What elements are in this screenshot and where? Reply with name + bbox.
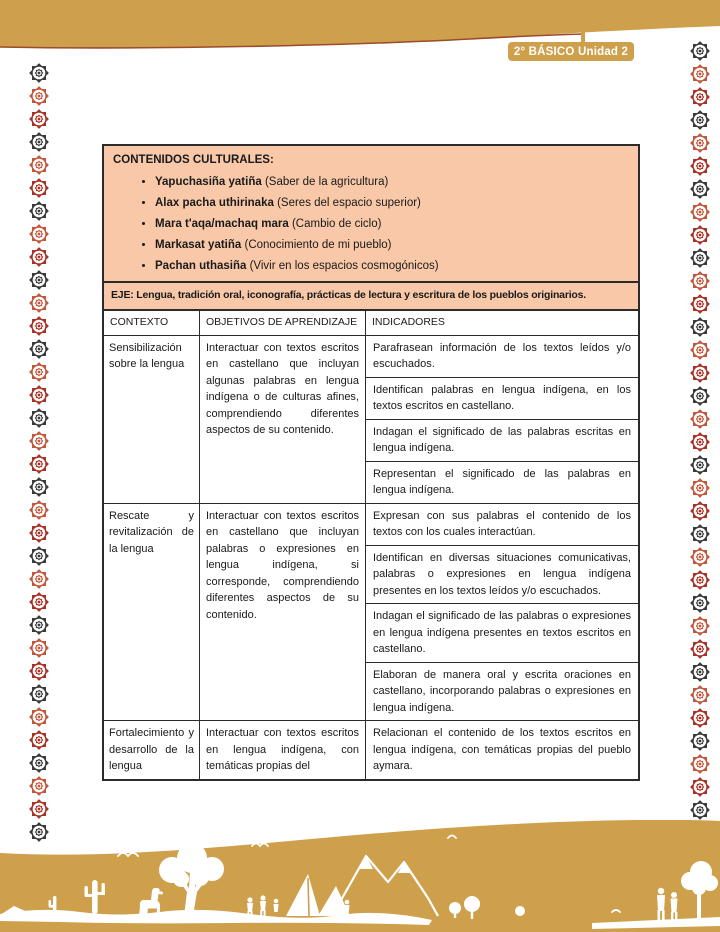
bullet-desc: (Conocimiento de mi pueblo)	[241, 238, 392, 251]
indicator-item: Representan el significado de las palabras en lengua indígena.	[366, 461, 638, 503]
bullet-desc: (Vivir en los espacios cosmogónicos)	[246, 259, 439, 272]
bullet-term: Yapuchasiña yatiña	[155, 176, 262, 189]
context-cell: Sensibilización sobre la lengua	[109, 341, 185, 371]
right-border-andean-medallion-chain	[689, 40, 711, 822]
header-contexto: CONTEXTO	[110, 316, 169, 329]
left-border-andean-medallion-chain	[28, 62, 50, 844]
indicators-cell	[365, 504, 638, 721]
bullet-term: Mara t'aqa/machaq mara	[155, 217, 289, 230]
bullet-term: Pachan uthasiña	[155, 259, 247, 272]
header-indicadores: INDICADORES	[365, 311, 638, 335]
list-item	[155, 195, 629, 213]
indicators-cell	[365, 336, 638, 503]
table-row	[104, 503, 638, 721]
bullet-desc: (Saber de la agricultura)	[261, 176, 389, 189]
context-cell: Fortalecimiento y desarrollo de la lengua	[109, 727, 194, 773]
list-item	[155, 174, 629, 192]
list-item	[155, 237, 629, 255]
indicator-item: Indagan el significado de las palabras escritas en lengua indígena.	[366, 419, 638, 461]
eje-row: EJE: Lengua, tradición oral, iconografía, prácticas de lectura y escritura de los pueblos originarios.	[102, 283, 640, 311]
curriculum-table	[102, 311, 640, 781]
unit-badge: 2° BÁSICO Unidad 2	[508, 42, 634, 61]
table-row	[104, 335, 638, 503]
indicator-item: Parafrasean información de los textos leídos y/o escuchados.	[373, 341, 631, 371]
context-cell: Rescate y revitalización de la lengua	[109, 509, 194, 555]
curriculum-sheet	[102, 144, 640, 781]
objective-cell: Interactuar con textos escritos en castellano que incluyan palabras o expresiones en lengua indígena, si corresponde, comprendiendo diferentes aspectos de su contenido.	[199, 504, 365, 721]
indicator-item: Identifican palabras en lengua indígena, en los textos escritos en castellano.	[366, 377, 638, 419]
footer-landscape	[0, 820, 720, 932]
list-item	[155, 258, 629, 276]
bullet-desc: (Cambio de ciclo)	[288, 217, 382, 230]
table-header-row	[104, 311, 638, 335]
indicator-item: Identifican en diversas situaciones comunicativas, palabras o expresiones en lengua indígena presentes en los textos leídos y/o escuchados.	[366, 545, 638, 604]
list-item	[155, 216, 629, 234]
bullet-term: Alax pacha uthirinaka	[155, 197, 274, 210]
bullet-term: Markasat yatiña	[155, 238, 242, 251]
header-objetivos: OBJETIVOS DE APRENDIZAJE	[199, 311, 365, 335]
objective-cell: Interactuar con textos escritos en castellano que incluyan algunas palabras en lengua indígena o de culturas afines, comprendiendo diferentes aspectos de su contenido.	[199, 336, 365, 503]
table-row	[104, 720, 638, 779]
indicator-item: Relacionan el contenido de los textos escritos en lengua indígena, con temáticas propias del pueblo aymara.	[373, 727, 631, 773]
cultural-contents-list	[155, 174, 629, 275]
indicator-item: Indagan el significado de las palabras o expresiones en lengua indígena presentes en textos escritos en castellano.	[366, 603, 638, 662]
indicator-item: Elaboran de manera oral y escrita oraciones en castellano, incorporando palabras o expresiones en lengua indígena.	[366, 662, 638, 721]
objective-cell: Interactuar con textos escritos en lengua indígena, con temáticas propias del	[199, 721, 365, 779]
cultural-contents-title: CONTENIDOS CULTURALES:	[113, 154, 274, 166]
bullet-desc: (Seres del espacio superior)	[273, 197, 421, 210]
indicators-cell	[365, 721, 638, 779]
cultural-contents-box	[102, 144, 640, 283]
indicator-item: Expresan con sus palabras el contenido de los textos con los cuales interactúan.	[373, 509, 631, 539]
